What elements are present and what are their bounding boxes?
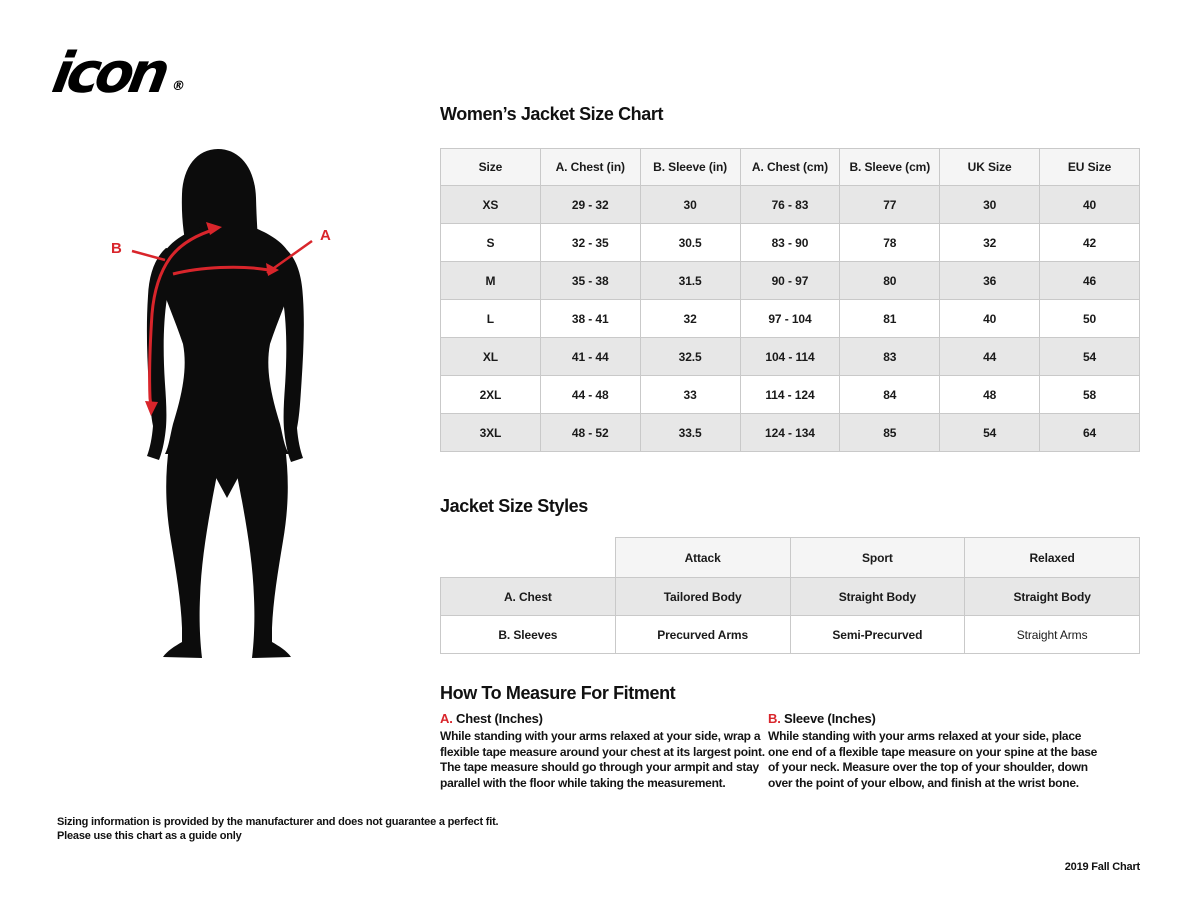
style-chart-table xyxy=(440,537,1140,654)
table-row xyxy=(441,300,1140,338)
measure-chest-letter: A. xyxy=(440,711,453,726)
size-chart-header xyxy=(441,149,1140,186)
table-row xyxy=(441,376,1140,414)
size-chart-table xyxy=(440,148,1140,452)
table-cell: Semi-Precurved xyxy=(790,616,965,654)
table-cell: 50 xyxy=(1040,300,1140,338)
table-cell: 30 xyxy=(640,186,740,224)
disclaimer-line-2: Please use this chart as a guide only xyxy=(57,829,242,842)
table-cell: 48 xyxy=(940,376,1040,414)
table-cell: 29 - 32 xyxy=(540,186,640,224)
table-cell: 35 - 38 xyxy=(540,262,640,300)
table-cell: Precurved Arms xyxy=(615,616,790,654)
style_chart-column-header: Attack xyxy=(615,538,790,578)
chart-version-label: 2019 Fall Chart xyxy=(1064,861,1140,873)
table-cell: B. Sleeves xyxy=(441,616,616,654)
size_chart-column-header: Size xyxy=(441,149,541,186)
table-cell: 76 - 83 xyxy=(740,186,840,224)
measure-section-title: How To Measure For Fitment xyxy=(440,683,676,703)
style_chart-column-header: Relaxed xyxy=(965,538,1140,578)
table-cell: 41 - 44 xyxy=(540,338,640,376)
table-cell: 30 xyxy=(940,186,1040,224)
size_chart-column-header: B. Sleeve (cm) xyxy=(840,149,940,186)
table-cell: 30.5 xyxy=(640,224,740,262)
measure-chest-heading xyxy=(440,711,770,726)
table-cell: Tailored Body xyxy=(615,578,790,616)
size-chart-title: Women’s Jacket Size Chart xyxy=(440,104,664,124)
table-cell: 3XL xyxy=(441,414,541,452)
table-cell: Straight Body xyxy=(790,578,965,616)
table-row xyxy=(441,578,1140,616)
table-row xyxy=(441,338,1140,376)
table-cell: 77 xyxy=(840,186,940,224)
table-cell: 124 - 134 xyxy=(740,414,840,452)
table-cell: 78 xyxy=(840,224,940,262)
size_chart-column-header: B. Sleeve (in) xyxy=(640,149,740,186)
table-cell: 36 xyxy=(940,262,1040,300)
table-cell: 44 - 48 xyxy=(540,376,640,414)
size_chart-column-header: UK Size xyxy=(940,149,1040,186)
table-cell: 83 - 90 xyxy=(740,224,840,262)
style-chart-title: Jacket Size Styles xyxy=(440,496,588,516)
table-cell: 32 xyxy=(940,224,1040,262)
icon-brand-logo xyxy=(46,41,187,117)
table-cell: 48 - 52 xyxy=(540,414,640,452)
table-cell: 32.5 xyxy=(640,338,740,376)
measure-chest-body: While standing with your arms relaxed at your side, wrap a flexible tape measure around your chest at its largest point. The tape measure should go through your armpit and stay parallel with the floor while taking the measurement. xyxy=(440,729,765,790)
table-cell: 33.5 xyxy=(640,414,740,452)
table-cell: 46 xyxy=(1040,262,1140,300)
table-cell: XS xyxy=(441,186,541,224)
female-silhouette-figure xyxy=(105,146,340,661)
table-cell: 32 xyxy=(640,300,740,338)
style_chart-column-header: Sport xyxy=(790,538,965,578)
measure-instructions-sleeve xyxy=(768,711,1098,791)
disclaimer-line-1: Sizing information is provided by the manufacturer and does not guarantee a perfect fit. xyxy=(57,816,499,828)
table-cell: 31.5 xyxy=(640,262,740,300)
table-cell: M xyxy=(441,262,541,300)
size_chart-column-header: A. Chest (in) xyxy=(540,149,640,186)
table-cell: 2XL xyxy=(441,376,541,414)
measurement-label-a: A xyxy=(320,227,331,244)
table-cell: 64 xyxy=(1040,414,1140,452)
table-cell: 90 - 97 xyxy=(740,262,840,300)
table-cell: 40 xyxy=(940,300,1040,338)
table-cell: 40 xyxy=(1040,186,1140,224)
table-cell: Straight Arms xyxy=(965,616,1140,654)
table-row xyxy=(441,262,1140,300)
table-cell: 81 xyxy=(840,300,940,338)
table-cell: 83 xyxy=(840,338,940,376)
table-cell: 38 - 41 xyxy=(540,300,640,338)
registered-trademark-icon: ® xyxy=(170,79,187,94)
measure-chest-heading-text: Chest (Inches) xyxy=(452,711,543,726)
silhouette-body xyxy=(147,149,304,658)
table-cell: 97 - 104 xyxy=(740,300,840,338)
measure-sleeve-body: While standing with your arms relaxed at your side, place one end of a flexible tape measure on your spine at the base of your neck. Measure over the top of your shoulder, down over the point of your elbow, and finish at the wrist bone. xyxy=(768,729,1098,790)
style_chart-column-header xyxy=(441,538,616,578)
table-cell: 104 - 114 xyxy=(740,338,840,376)
table-cell: 33 xyxy=(640,376,740,414)
measurement-label-b: B xyxy=(111,240,122,257)
disclaimer-text xyxy=(57,816,498,843)
table-cell: XL xyxy=(441,338,541,376)
table-cell: 32 - 35 xyxy=(540,224,640,262)
table-cell: 85 xyxy=(840,414,940,452)
style-chart-header xyxy=(441,538,1140,578)
table-cell: 54 xyxy=(1040,338,1140,376)
measure-sleeve-heading-text: Sleeve (Inches) xyxy=(780,711,876,726)
table-row xyxy=(441,414,1140,452)
table-row xyxy=(441,616,1140,654)
table-cell: 58 xyxy=(1040,376,1140,414)
measure-instructions-chest xyxy=(440,711,770,791)
table-cell: 42 xyxy=(1040,224,1140,262)
measure-sleeve-heading xyxy=(768,711,1098,726)
table-cell: 80 xyxy=(840,262,940,300)
table-cell: Straight Body xyxy=(965,578,1140,616)
table-cell: 84 xyxy=(840,376,940,414)
size_chart-column-header: EU Size xyxy=(1040,149,1140,186)
table-cell: 54 xyxy=(940,414,1040,452)
size_chart-column-header: A. Chest (cm) xyxy=(740,149,840,186)
table-cell: 44 xyxy=(940,338,1040,376)
table-cell: S xyxy=(441,224,541,262)
table-row xyxy=(441,224,1140,262)
table-row xyxy=(441,186,1140,224)
table-cell: L xyxy=(441,300,541,338)
logo-text: icon xyxy=(47,41,170,106)
table-cell: A. Chest xyxy=(441,578,616,616)
table-cell: 114 - 124 xyxy=(740,376,840,414)
measure-sleeve-letter: B. xyxy=(768,711,781,726)
